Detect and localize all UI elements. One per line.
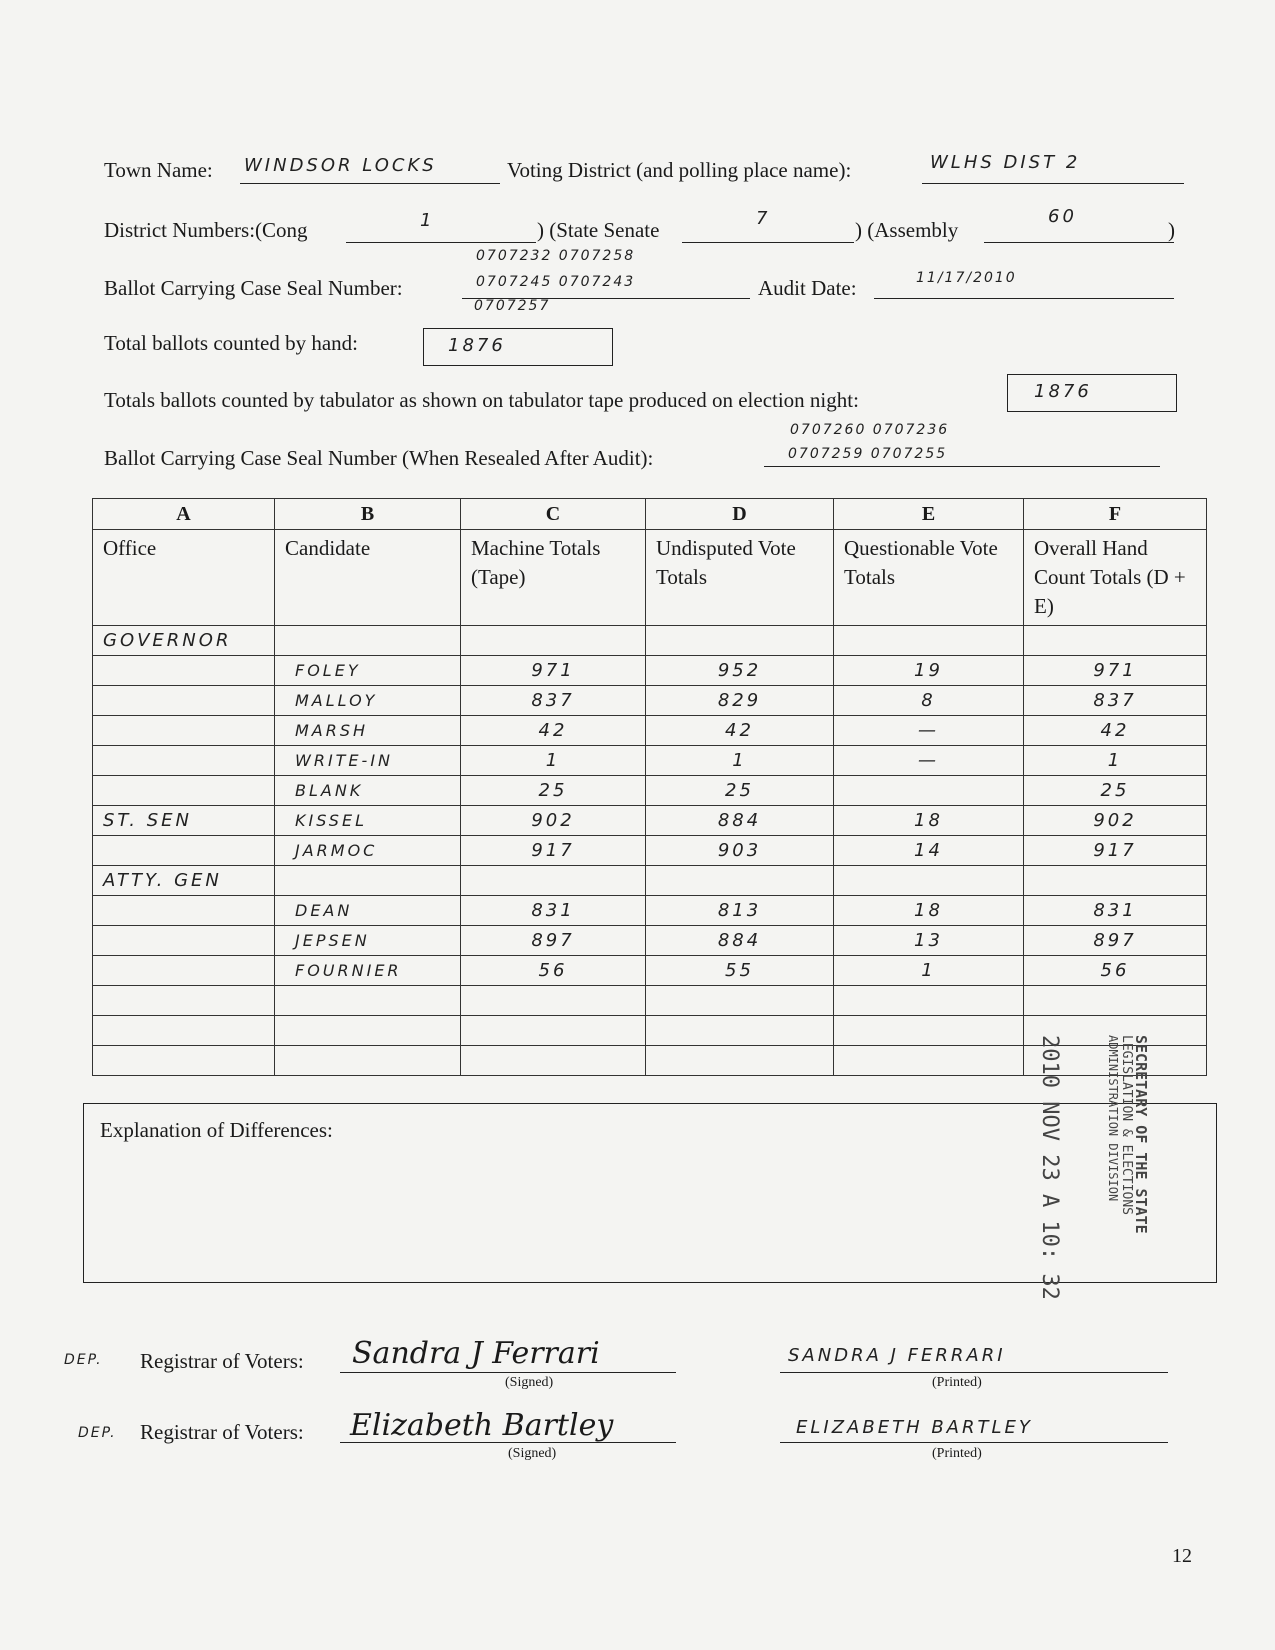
cell-e: —: [834, 746, 1024, 776]
cell-office: ST. SEN: [93, 806, 275, 836]
seal-number-line3: 0707257: [474, 298, 551, 314]
cell-d: [646, 866, 834, 896]
cell-office: [93, 716, 275, 746]
cell-candidate: JEPSEN: [275, 926, 461, 956]
cell-d: 952: [646, 656, 834, 686]
cell-d: [646, 986, 834, 1016]
table-row: [93, 956, 1207, 986]
cell-office: [93, 896, 275, 926]
cell-office: [93, 956, 275, 986]
cell-f: 902: [1024, 806, 1207, 836]
tabulator-total-box: [1007, 374, 1177, 412]
voting-district-label: Voting District (and polling place name):: [507, 158, 852, 182]
column-header: Questionable Vote Totals: [834, 530, 1024, 626]
cell-candidate: MARSH: [275, 716, 461, 746]
reseal-line2: 0707259 0707255: [788, 446, 948, 462]
cell-e: 18: [834, 896, 1024, 926]
table-row: [93, 716, 1207, 746]
column-header: Machine Totals (Tape): [461, 530, 646, 626]
column-letter: F: [1024, 499, 1207, 530]
cell-c: 902: [461, 806, 646, 836]
cell-d: 1: [646, 746, 834, 776]
table-row: [93, 866, 1207, 896]
received-stamp: [1010, 1035, 1160, 1300]
assembly-value: 60: [1048, 206, 1077, 227]
cell-office: [93, 836, 275, 866]
signature-label: Registrar of Voters:: [140, 1420, 304, 1444]
audit-date-line: [874, 298, 1174, 299]
cell-f: 42: [1024, 716, 1207, 746]
cell-f: 25: [1024, 776, 1207, 806]
town-name-value: WINDSOR LOCKS: [244, 155, 437, 176]
cell-e: 13: [834, 926, 1024, 956]
cell-e: [834, 986, 1024, 1016]
cell-f: [1024, 986, 1207, 1016]
cell-candidate: [275, 986, 461, 1016]
cell-f: [1024, 866, 1207, 896]
cell-office: [93, 1046, 275, 1076]
cell-c: 897: [461, 926, 646, 956]
assembly-close-paren: ): [1168, 218, 1175, 242]
cell-c: 917: [461, 836, 646, 866]
state-senate-value: 7: [756, 208, 771, 229]
table-row: [93, 836, 1207, 866]
signature-image: Elizabeth Bartley: [350, 1408, 614, 1443]
printed-name: ELIZABETH BARTLEY: [796, 1417, 1033, 1438]
cell-c: 971: [461, 656, 646, 686]
cell-c: 831: [461, 896, 646, 926]
signed-caption: (Signed): [508, 1446, 557, 1461]
seal-number-line1: 0707232 0707258: [476, 248, 636, 264]
town-name-line: [240, 183, 500, 184]
cell-office: [93, 926, 275, 956]
tabulator-total-value: 1876: [1034, 381, 1092, 402]
reseal-line: [764, 466, 1160, 467]
assembly-label: ) (Assembly: [855, 218, 959, 242]
cell-candidate: [275, 626, 461, 656]
cell-f: 56: [1024, 956, 1207, 986]
cell-d: 829: [646, 686, 834, 716]
cell-d: 25: [646, 776, 834, 806]
cell-e: 14: [834, 836, 1024, 866]
cell-office: GOVERNOR: [93, 626, 275, 656]
cell-candidate: [275, 1016, 461, 1046]
cell-candidate: [275, 1046, 461, 1076]
table-body: [93, 626, 1207, 1076]
voting-district-line: [922, 183, 1184, 184]
cell-f: 1: [1024, 746, 1207, 776]
cell-f: 897: [1024, 926, 1207, 956]
cell-c: 56: [461, 956, 646, 986]
cell-f: 837: [1024, 686, 1207, 716]
state-senate-line: [682, 242, 854, 243]
cell-office: [93, 686, 275, 716]
cell-c: [461, 626, 646, 656]
column-letters-row: [93, 499, 1207, 530]
town-name-label: Town Name:: [104, 158, 213, 182]
stamp-line2: LEGISLATION & ELECTIONS: [1119, 1035, 1134, 1216]
page-number: 12: [1172, 1545, 1192, 1567]
cell-c: 42: [461, 716, 646, 746]
voting-district-value: WLHS DIST 2: [930, 152, 1081, 173]
table-row: [93, 656, 1207, 686]
table-row: [93, 686, 1207, 716]
cell-d: 55: [646, 956, 834, 986]
signed-caption: (Signed): [505, 1375, 554, 1390]
cell-office: [93, 656, 275, 686]
stamp-line1: SECRETARY OF THE STATE: [1132, 1035, 1150, 1234]
stamp-date: 2010 NOV 23 A 10: 32: [1037, 1035, 1062, 1300]
cell-d: 884: [646, 806, 834, 836]
cell-office: [93, 1016, 275, 1046]
table-row: [93, 896, 1207, 926]
column-letter: E: [834, 499, 1024, 530]
assembly-line: [984, 242, 1174, 243]
table-row: [93, 926, 1207, 956]
cell-candidate: DEAN: [275, 896, 461, 926]
explanation-label: Explanation of Differences:: [100, 1118, 333, 1142]
cell-candidate: [275, 866, 461, 896]
table-row: [93, 986, 1207, 1016]
reseal-line1: 0707260 0707236: [790, 422, 950, 438]
cell-f: 831: [1024, 896, 1207, 926]
cell-c: 25: [461, 776, 646, 806]
cell-d: 813: [646, 896, 834, 926]
column-headers-row: [93, 530, 1207, 626]
column-letter: B: [275, 499, 461, 530]
signature-image: Sandra J Ferrari: [352, 1336, 600, 1371]
cell-e: [834, 866, 1024, 896]
table-row: [93, 626, 1207, 656]
cell-c: [461, 1046, 646, 1076]
printed-name: SANDRA J FERRARI: [788, 1345, 1006, 1366]
audit-results-table: [92, 498, 1207, 1076]
tabulator-total-label: Totals ballots counted by tabulator as shown on tabulator tape produced on election night:: [104, 388, 859, 412]
cell-e: —: [834, 716, 1024, 746]
stamp-line3: ADMINISTRATION DIVISION: [1106, 1035, 1120, 1202]
table-row: [93, 806, 1207, 836]
cell-f: [1024, 626, 1207, 656]
cell-e: [834, 1016, 1024, 1046]
district-numbers-label: District Numbers:(Cong: [104, 218, 308, 242]
cell-f: 917: [1024, 836, 1207, 866]
column-letter: D: [646, 499, 834, 530]
cell-office: [93, 986, 275, 1016]
signature-prefix: DEP.: [78, 1425, 117, 1441]
cell-c: 837: [461, 686, 646, 716]
printed-line: [780, 1372, 1168, 1373]
table-row: [93, 776, 1207, 806]
cell-e: [834, 626, 1024, 656]
cell-e: [834, 776, 1024, 806]
cell-e: 19: [834, 656, 1024, 686]
cell-c: [461, 866, 646, 896]
cell-e: 18: [834, 806, 1024, 836]
column-header: Overall Hand Count Totals (D + E): [1024, 530, 1207, 626]
cell-d: 884: [646, 926, 834, 956]
seal-number-line2: 0707245 0707243: [476, 274, 636, 290]
column-header: Office: [93, 530, 275, 626]
signature-label: Registrar of Voters:: [140, 1349, 304, 1373]
printed-line: [780, 1442, 1168, 1443]
state-senate-label: ) (State Senate: [537, 218, 660, 242]
printed-caption: (Printed): [932, 1446, 982, 1461]
cell-d: [646, 1016, 834, 1046]
hand-total-label: Total ballots counted by hand:: [104, 331, 358, 355]
audit-date-label: Audit Date:: [758, 276, 857, 300]
hand-total-box: [423, 328, 613, 366]
audit-date-value: 11/17/2010: [916, 270, 1017, 286]
column-letter: C: [461, 499, 646, 530]
cell-candidate: BLANK: [275, 776, 461, 806]
cong-line: [346, 242, 536, 243]
cell-candidate: FOLEY: [275, 656, 461, 686]
column-header: Undisputed Vote Totals: [646, 530, 834, 626]
cell-office: ATTY. GEN: [93, 866, 275, 896]
signed-line: [340, 1372, 676, 1373]
cell-office: [93, 776, 275, 806]
cong-value: 1: [420, 210, 435, 231]
cell-e: 1: [834, 956, 1024, 986]
signature-prefix: DEP.: [64, 1352, 103, 1368]
cell-d: 903: [646, 836, 834, 866]
cell-c: 1: [461, 746, 646, 776]
column-header: Candidate: [275, 530, 461, 626]
cell-e: 8: [834, 686, 1024, 716]
cell-e: [834, 1046, 1024, 1076]
cell-d: [646, 1046, 834, 1076]
cell-candidate: WRITE-IN: [275, 746, 461, 776]
reseal-label: Ballot Carrying Case Seal Number (When Resealed After Audit):: [104, 446, 654, 470]
cell-candidate: JARMOC: [275, 836, 461, 866]
table-row: [93, 746, 1207, 776]
cell-d: 42: [646, 716, 834, 746]
cell-c: [461, 986, 646, 1016]
cell-candidate: MALLOY: [275, 686, 461, 716]
hand-total-value: 1876: [448, 335, 506, 356]
cell-office: [93, 746, 275, 776]
seal-number-label: Ballot Carrying Case Seal Number:: [104, 276, 403, 300]
cell-d: [646, 626, 834, 656]
printed-caption: (Printed): [932, 1375, 982, 1390]
cell-candidate: FOURNIER: [275, 956, 461, 986]
cell-c: [461, 1016, 646, 1046]
cell-f: 971: [1024, 656, 1207, 686]
column-letter: A: [93, 499, 275, 530]
cell-candidate: KISSEL: [275, 806, 461, 836]
